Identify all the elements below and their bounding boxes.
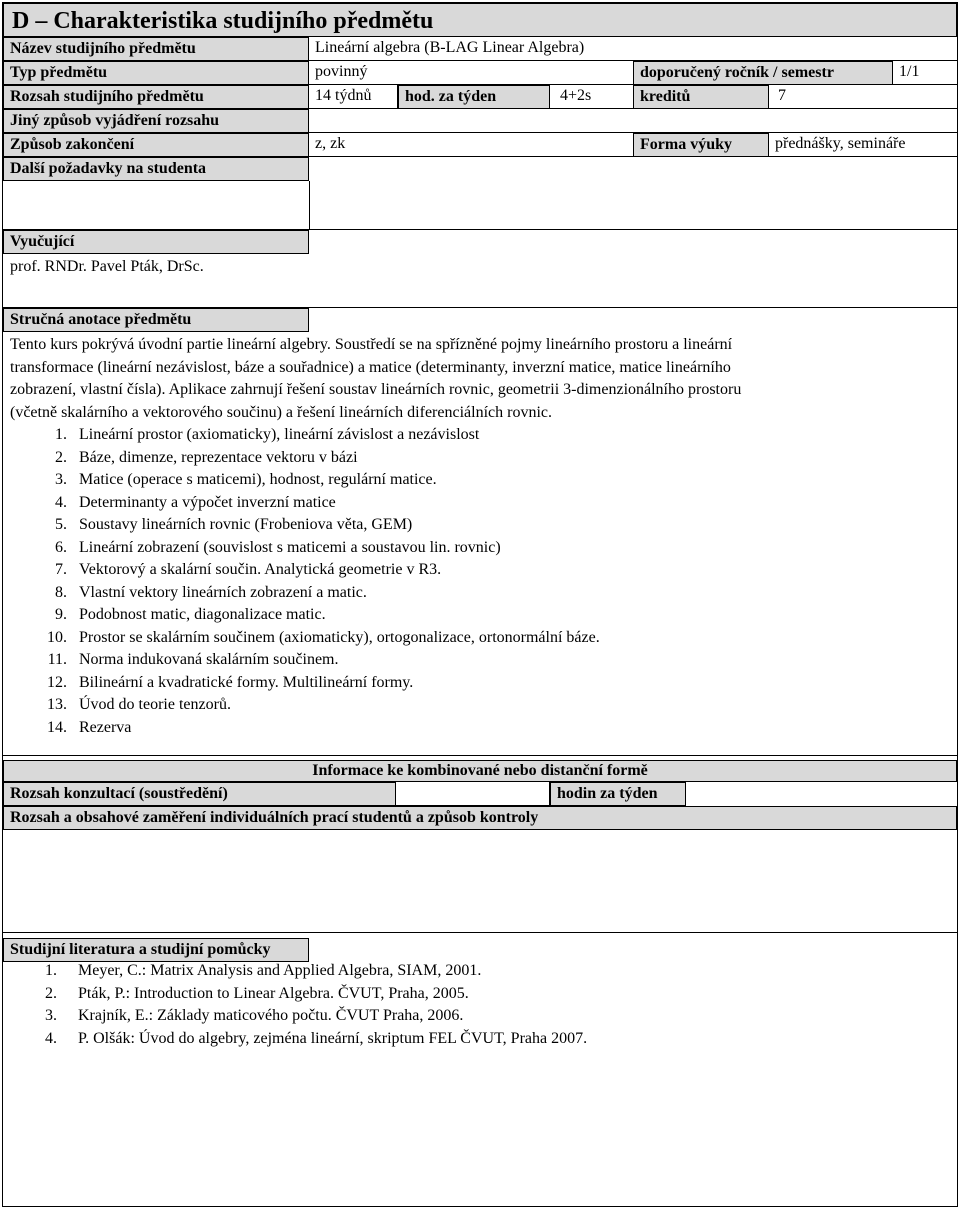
list-number: 7. <box>55 561 67 578</box>
list-item <box>3 604 943 627</box>
year-semester-value: 1/1 <box>893 61 957 85</box>
list-text: Lineární zobrazení (souvislost s maticemi a soustavou lin. rovnic) <box>79 538 501 556</box>
annotation-line: Tento kurs pokrývá úvodní partie lineární algebry. Soustředí se na spřízněné pojmy lineárního prostoru a lineární <box>10 336 733 353</box>
lecturer-value: prof. RNDr. Pavel Pták, DrSc. <box>10 258 204 275</box>
list-text: Krajník, E.: Základy maticového počtu. ČVUT Praha, 2006. <box>78 1007 464 1024</box>
list-text: P. Olšák: Úvod do algebry, zejména lineární, skriptum FEL ČVUT, Praha 2007. <box>78 1029 588 1047</box>
list-number: 11. <box>47 651 67 668</box>
list-number: 2. <box>55 448 67 466</box>
list-number: 8. <box>55 583 67 601</box>
list-item <box>3 694 943 717</box>
hours-per-week-label: hod. za týden <box>398 85 550 109</box>
list-number: 14. <box>47 718 67 736</box>
annotation-text <box>10 334 952 424</box>
list-item <box>3 582 943 605</box>
list-text: Podobnost matic, diagonalizace matic. <box>79 606 326 623</box>
course-name-label: Název studijního předmětu <box>3 37 309 61</box>
course-name-value: Lineární algebra (B-LAG Linear Algebra) <box>309 37 957 61</box>
consultation-value <box>396 782 550 806</box>
list-item <box>3 717 943 740</box>
list-text: Pták, P.: Introduction to Linear Algebra. ČVUT, Praha, 2005. <box>78 984 469 1002</box>
hours-per-week-value: 4+2s <box>550 85 633 109</box>
annotation-label: Stručná anotace předmětu <box>3 308 309 332</box>
list-item <box>3 1028 943 1051</box>
list-text: Soustavy lineárních rovnic (Frobeniova věta, GEM) <box>79 516 413 533</box>
distance-form-heading: Informace ke kombinované nebo distanční formě <box>3 760 957 782</box>
list-item <box>3 514 943 537</box>
list-text: Lineární prostor (axiomaticky), lineární závislost a nezávislost <box>79 426 480 443</box>
list-text: Matice (operace s maticemi), hodnost, regulární matice. <box>79 471 437 488</box>
list-text: Báze, dimenze, reprezentace vektoru v bázi <box>79 448 358 466</box>
list-item <box>3 983 943 1006</box>
teaching-form-value: přednášky, semináře <box>769 133 957 157</box>
list-number: 1. <box>45 962 57 979</box>
completion-label: Způsob zakončení <box>3 133 309 157</box>
divider <box>3 755 957 756</box>
list-number: 1. <box>55 426 67 443</box>
course-type-label: Typ předmětu <box>3 61 309 85</box>
list-number: 3. <box>55 471 67 488</box>
list-text: Rezerva <box>79 718 132 736</box>
list-number: 4. <box>55 493 67 511</box>
list-number: 12. <box>47 673 67 691</box>
list-item <box>3 537 943 560</box>
literature-list <box>3 960 943 1050</box>
credits-label: kreditů <box>633 85 769 109</box>
list-text: Vlastní vektory lineárních zobrazení a matic. <box>79 583 367 601</box>
list-text: Úvod do teorie tenzorů. <box>79 696 231 713</box>
list-item <box>3 447 943 470</box>
list-number: 3. <box>45 1007 57 1024</box>
completion-value: z, zk <box>309 133 633 157</box>
list-number: 6. <box>55 538 67 556</box>
list-number: 10. <box>47 628 67 646</box>
list-number: 13. <box>47 696 67 713</box>
list-item <box>3 469 943 492</box>
teaching-form-label: Forma výuky <box>633 133 769 157</box>
course-scope-label: Rozsah studijního předmětu <box>3 85 309 109</box>
list-text: Vektorový a skalární součin. Analytická geometrie v R3. <box>79 561 442 578</box>
hours-per-week-unit-label: hodin za týden <box>550 782 686 806</box>
list-text: Prostor se skalárním součinem (axiomaticky), ortogonalizace, ortonormální báze. <box>79 628 600 646</box>
course-type-value: povinný <box>309 61 633 85</box>
list-number: 2. <box>45 984 57 1002</box>
list-item <box>3 424 943 447</box>
list-text: Norma indukovaná skalárním součinem. <box>79 651 339 668</box>
other-scope-label: Jiný způsob vyjádření rozsahu <box>3 109 309 133</box>
annotation-line: transformace (lineární nezávislost, báze a souřadnice) a matice (determinanty, inverzní matice, matice lineárního <box>10 358 731 376</box>
literature-label: Studijní literatura a studijní pomůcky <box>3 938 309 962</box>
annotation-line: zobrazení, vlastní čísla). Aplikace zahrnují řešení soustav lineárních rovnic, geometrii 3-dimenzionálního prostoru <box>10 381 742 398</box>
list-text: Determinanty a výpočet inverzní matice <box>79 493 336 511</box>
course-scope-value: 14 týdnů <box>309 85 398 109</box>
divider <box>3 932 957 933</box>
year-semester-label: doporučený ročník / semestr <box>633 61 893 85</box>
topics-list <box>3 424 943 739</box>
list-item <box>3 672 943 695</box>
other-scope-value <box>309 109 957 133</box>
list-item <box>3 627 943 650</box>
list-number: 5. <box>55 516 67 533</box>
list-item <box>3 559 943 582</box>
list-item <box>3 649 943 672</box>
page-title: D – Charakteristika studijního předmětu <box>3 3 957 37</box>
divider <box>309 181 310 229</box>
list-number: 4. <box>45 1029 57 1047</box>
list-item <box>3 960 943 983</box>
lecturer-label: Vyučující <box>3 230 309 254</box>
list-item <box>3 492 943 515</box>
list-text: Bilineární a kvadratické formy. Multilineární formy. <box>79 673 414 691</box>
consultation-label: Rozsah konzultací (soustředění) <box>3 782 396 806</box>
list-text: Meyer, C.: Matrix Analysis and Applied Algebra, SIAM, 2001. <box>78 962 482 979</box>
annotation-line: (včetně skalárního a vektorového součinu) a řešení lineárních diferenciálních rovnic. <box>10 403 552 421</box>
credits-value: 7 <box>769 85 957 109</box>
list-number: 9. <box>55 606 67 623</box>
other-requirements-label: Další požadavky na studenta <box>3 157 309 181</box>
list-item <box>3 1005 943 1028</box>
individual-work-label: Rozsah a obsahové zaměření individuálních prací studentů a způsob kontroly <box>3 806 957 830</box>
